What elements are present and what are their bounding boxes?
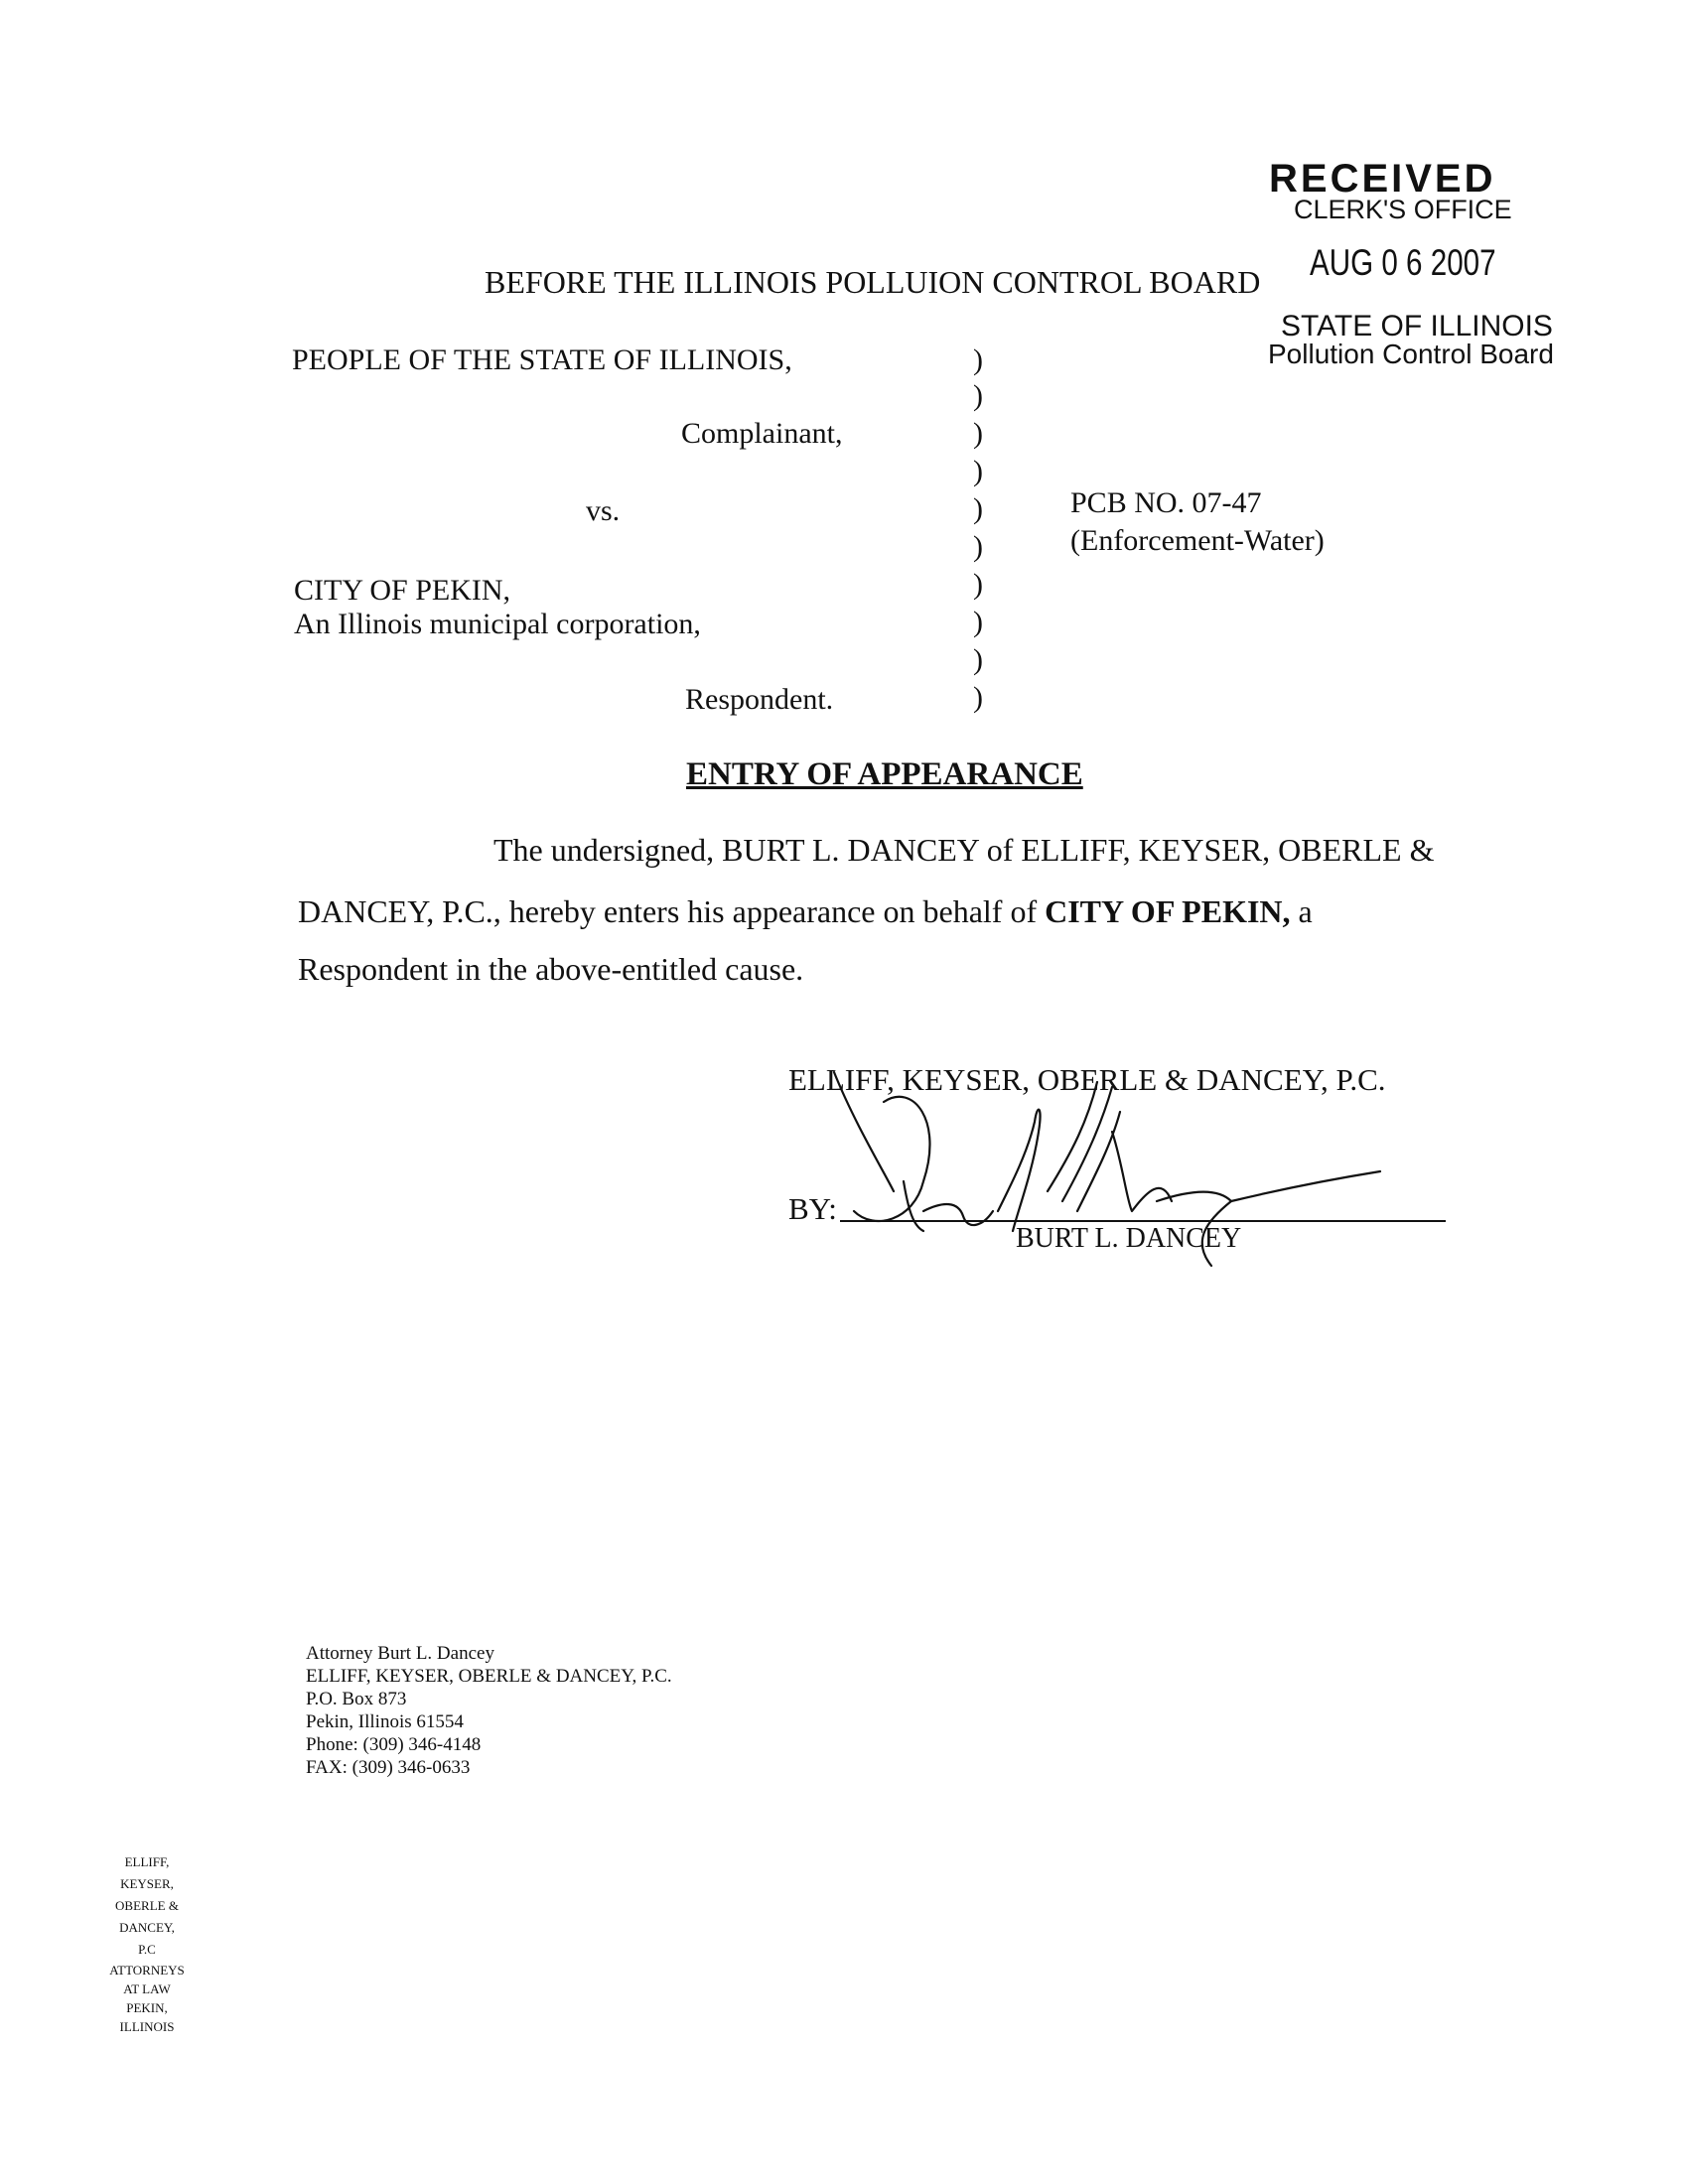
body-line-3: Respondent in the above-entitled cause. — [298, 951, 804, 987]
caption-versus: vs. — [586, 494, 621, 527]
received-stamp-clerks-office: CLERK'S OFFICE — [1294, 195, 1512, 224]
address-firm: ELLIFF, KEYSER, OBERLE & DANCEY, P.C. — [306, 1666, 672, 1687]
case-type: (Enforcement-Water) — [1070, 524, 1325, 557]
received-stamp-title: RECEIVED — [1269, 157, 1496, 201]
received-stamp-board: Pollution Control Board — [1268, 339, 1554, 369]
caption-paren: ) — [973, 643, 983, 676]
received-stamp-state: STATE OF ILLINOIS — [1281, 310, 1553, 342]
received-stamp-date: AUG 0 6 2007 — [1310, 242, 1496, 283]
caption-paren: ) — [973, 681, 983, 714]
caption-paren: ) — [973, 530, 983, 563]
case-number: PCB NO. 07-47 — [1070, 486, 1262, 519]
body-line-1: The undersigned, BURT L. DANCEY of ELLIFF, KEYSER, OBERLE & — [493, 832, 1435, 868]
board-title: BEFORE THE ILLINOIS POLLUION CONTROL BOARD — [485, 264, 1261, 300]
signature-by-label: BY: — [788, 1191, 837, 1226]
address-fax: FAX: (309) 346-0633 — [306, 1757, 471, 1778]
caption-defendant-description: An Illinois municipal corporation, — [294, 608, 701, 640]
body-line-2 — [298, 893, 1313, 930]
caption-plaintiff: PEOPLE OF THE STATE OF ILLINOIS, — [292, 343, 792, 376]
address-po-box: P.O. Box 873 — [306, 1689, 407, 1709]
margin-firm-line: PEKIN, — [126, 2000, 168, 2015]
caption-defendant: CITY OF PEKIN, — [294, 574, 511, 607]
caption-defendant-role: Respondent. — [685, 683, 834, 716]
address-phone: Phone: (309) 346-4148 — [306, 1734, 482, 1755]
margin-firm-line: ELLIFF, — [124, 1854, 170, 1869]
address-city: Pekin, Illinois 61554 — [306, 1711, 464, 1732]
caption-paren: ) — [973, 379, 983, 412]
body-line-2-text: DANCEY, P.C., hereby enters his appearance on behalf of — [298, 893, 1046, 929]
margin-firm-line: ILLINOIS — [119, 2019, 175, 2034]
caption-paren: ) — [973, 606, 983, 638]
caption-paren: ) — [973, 455, 983, 487]
address-attorney: Attorney Burt L. Dancey — [306, 1643, 494, 1664]
signature-firm-name: ELLIFF, KEYSER, OBERLE & DANCEY, P.C. — [788, 1062, 1386, 1097]
signer-name: BURT L. DANCEY — [1016, 1223, 1242, 1254]
caption-paren: ) — [973, 568, 983, 601]
margin-firm-line: OBERLE & — [115, 1898, 179, 1913]
document-title: ENTRY OF APPEARANCE — [686, 756, 1083, 792]
margin-firm-line: P.C — [138, 1942, 156, 1957]
margin-firm-line: KEYSER, — [120, 1876, 174, 1891]
margin-firm-line: ATTORNEYS — [109, 1963, 185, 1978]
body-line-2-tail: a — [1290, 893, 1313, 929]
caption-plaintiff-role: Complainant, — [681, 417, 843, 450]
caption-paren: ) — [973, 343, 983, 376]
handwritten-signature — [814, 1062, 1390, 1281]
caption-paren: ) — [973, 417, 983, 450]
caption-paren: ) — [973, 492, 983, 525]
body-client-name: CITY OF PEKIN, — [1045, 893, 1291, 929]
margin-firm-line: AT LAW — [123, 1981, 171, 1996]
margin-firm-line: DANCEY, — [119, 1920, 175, 1935]
